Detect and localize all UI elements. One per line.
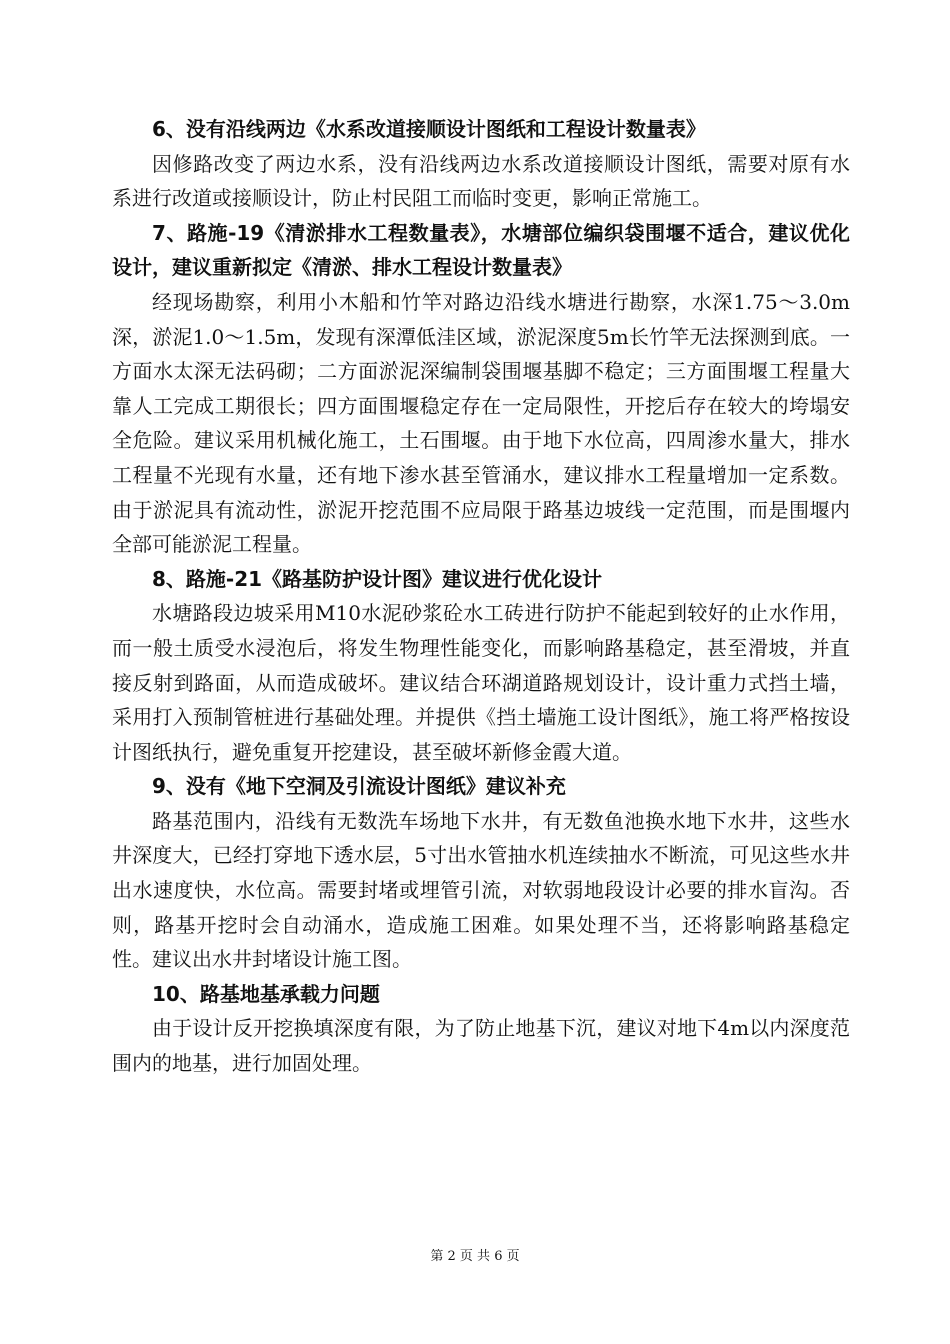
section-9 <box>112 769 850 977</box>
section-10 <box>112 977 850 1081</box>
page-number-footer: 第 2 页 共 6 页 <box>430 1249 520 1264</box>
document-body <box>112 112 850 1081</box>
section-7 <box>112 216 850 562</box>
section-6 <box>112 112 850 216</box>
section-paragraph: 由于设计反开挖换填深度有限，为了防止地基下沉，建议对地下4m以内深度范围内的地基，进行加固处理。 <box>112 1016 850 1076</box>
section-paragraph: 经现场勘察，利用小木船和竹竿对路边沿线水塘进行勘察，水深1.75～3.0m深，淤泥1.0～1.5m，发现有深潭低洼区域，淤泥深度5m长竹竿无法探测到底。一方面水太深无法码砌；二方面淤泥深编制袋围堰基脚不稳定；三方面围堰工程量大靠人工完成工期很长；四方面围堰稳定存在一定局限性，开挖后存在较大的垮塌安全危险。建议采用机械化施工，土石围堰。由于地下水位高，四周渗水量大，排水工程量不光现有水量，还有地下渗水甚至管涌水，建议排水工程量增加一定系数。由于淤泥具有流动性，淤泥开挖范围不应局限于路基边坡线一定范围，而是围堰内全部可能淤泥工程量。 <box>112 289 850 557</box>
section-paragraph: 水塘路段边坡采用M10水泥砂浆砼水工砖进行防护不能起到较好的止水作用，而一般土质受水浸泡后，将发生物理性能变化，而影响路基稳定，甚至滑坡，并直接反射到路面，从而造成破坏。建议结合环湖道路规划设计，设计重力式挡土墙，采用打入预制管桩进行基础处理。并提供《挡土墙施工设计图纸》，施工将严格按设计图纸执行，避免重复开挖建设，甚至破坏新修金霞大道。 <box>112 601 850 764</box>
section-8 <box>112 562 850 770</box>
section-paragraph: 路基范围内，沿线有无数洗车场地下水井，有无数鱼池换水地下水井，这些水井深度大，已经打穿地下透水层，5寸出水管抽水机连续抽水不断流，可见这些水井出水速度快，水位高。需要封堵或埋管引流，对软弱地段设计必要的排水盲沟。否则，路基开挖时会自动涌水，造成施工困难。如果处理不当，还将影响路基稳定性。建议出水井封堵设计施工图。 <box>112 808 850 972</box>
section-heading: 8、路施-21《路基防护设计图》建议进行优化设计 <box>152 566 603 591</box>
section-heading: 9、没有《地下空洞及引流设计图纸》建议补充 <box>152 774 566 799</box>
section-heading: 6、没有沿线两边《水系改道接顺设计图纸和工程设计数量表》 <box>152 117 706 141</box>
section-heading: 10、路基地基承载力问题 <box>152 981 380 1006</box>
section-paragraph: 因修路改变了两边水系，没有沿线两边水系改道接顺设计图纸，需要对原有水系进行改道或接顺设计，防止村民阻工而临时变更，影响正常施工。 <box>112 151 850 211</box>
section-heading: 7、路施-19《清淤排水工程数量表》，水塘部位编织袋围堰不适合，建议优化设计，建议重新拟定《清淤、排水工程设计数量表》 <box>112 220 850 280</box>
